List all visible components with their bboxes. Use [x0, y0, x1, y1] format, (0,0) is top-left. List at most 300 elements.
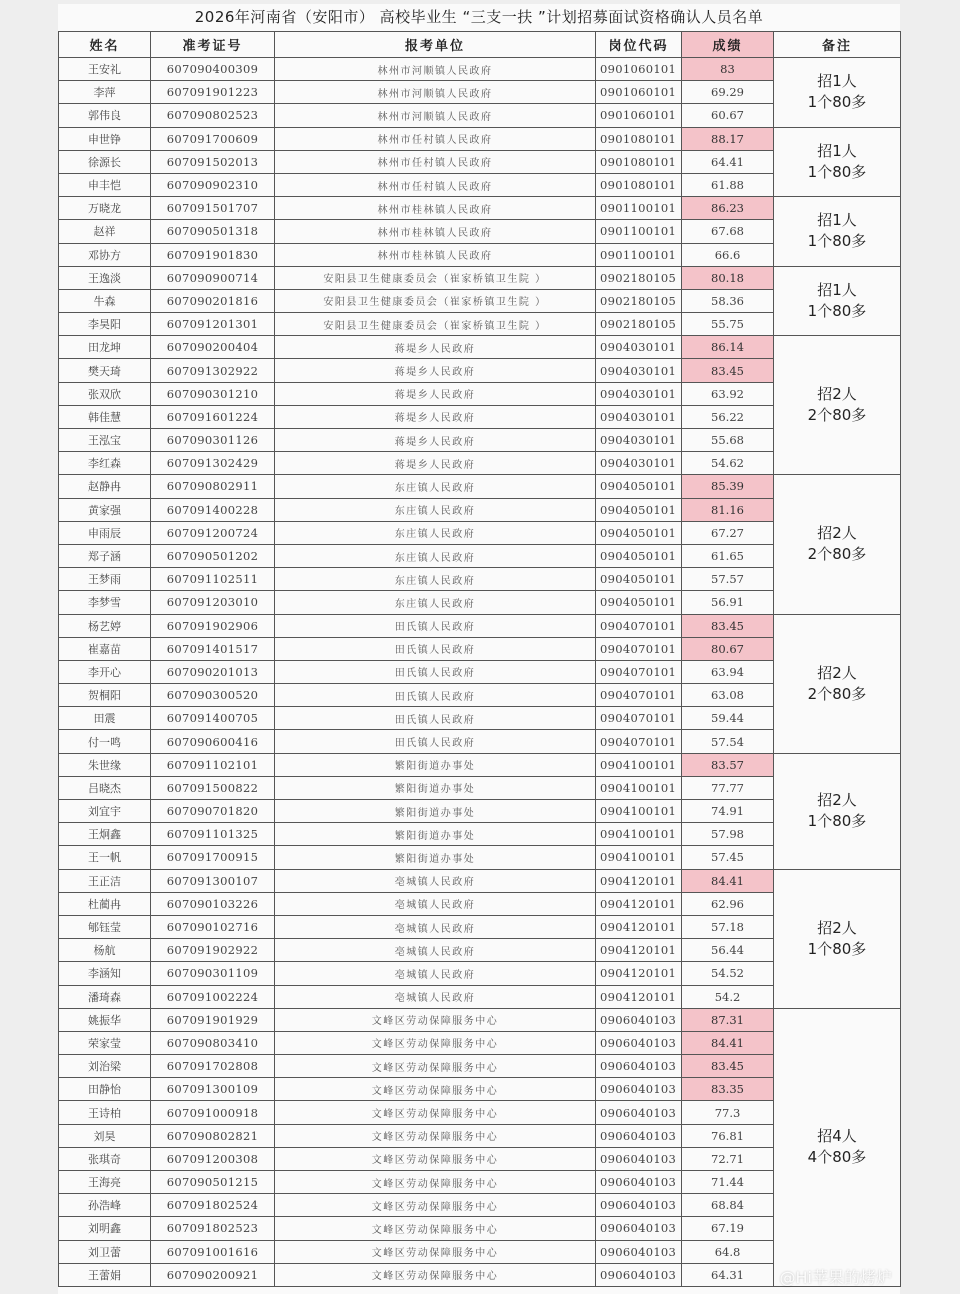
cell-exam-id: 607090802911	[151, 475, 275, 498]
cell-position-code: 0904100101	[596, 800, 682, 823]
cell-note	[774, 475, 901, 614]
cell-position-code: 0906040103	[596, 1217, 682, 1240]
cell-score: 83.45	[682, 359, 774, 382]
cell-unit: 田氏镇人民政府	[275, 637, 596, 660]
cell-name: 万晓龙	[59, 197, 151, 220]
cell-name: 刘明鑫	[59, 1217, 151, 1240]
cell-unit: 安阳县卫生健康委员会（崔家桥镇卫生院 ）	[275, 313, 596, 336]
cell-name: 王正洁	[59, 869, 151, 892]
cell-name: 王海亮	[59, 1171, 151, 1194]
cell-score: 83.45	[682, 1055, 774, 1078]
cell-exam-id: 607091401517	[151, 637, 275, 660]
cell-name: 王蕾娟	[59, 1263, 151, 1286]
cell-position-code: 0904120101	[596, 939, 682, 962]
cell-name: 潘琦森	[59, 985, 151, 1008]
cell-name: 赵祥	[59, 220, 151, 243]
cell-score: 86.23	[682, 197, 774, 220]
cell-score: 85.39	[682, 475, 774, 498]
cell-name: 杨艺婷	[59, 614, 151, 637]
cell-score: 84.41	[682, 869, 774, 892]
cell-position-code: 0906040103	[596, 1124, 682, 1147]
cell-name: 李昊阳	[59, 313, 151, 336]
cell-exam-id: 607091200724	[151, 521, 275, 544]
cell-score: 55.68	[682, 429, 774, 452]
cell-unit: 林州市河顺镇人民政府	[275, 81, 596, 104]
cell-unit: 蒋堤乡人民政府	[275, 405, 596, 428]
cell-position-code: 0906040103	[596, 1055, 682, 1078]
cell-unit: 安阳县卫生健康委员会（崔家桥镇卫生院 ）	[275, 289, 596, 312]
note-line: 招1人	[817, 72, 857, 91]
cell-position-code: 0904120101	[596, 962, 682, 985]
note-line: 招4人	[817, 1127, 857, 1146]
note-line: 1个80多	[807, 939, 867, 958]
cell-position-code: 0902180105	[596, 289, 682, 312]
cell-unit: 亳城镇人民政府	[275, 985, 596, 1008]
cell-score: 62.96	[682, 892, 774, 915]
cell-unit: 田氏镇人民政府	[275, 614, 596, 637]
cell-name: 徐源长	[59, 150, 151, 173]
cell-position-code: 0901060101	[596, 81, 682, 104]
table-row	[59, 869, 901, 892]
cell-unit: 东庄镇人民政府	[275, 475, 596, 498]
cell-score: 54.52	[682, 962, 774, 985]
cell-score: 57.57	[682, 568, 774, 591]
cell-unit: 东庄镇人民政府	[275, 544, 596, 567]
cell-exam-id: 607091901929	[151, 1008, 275, 1031]
cell-position-code: 0904050101	[596, 568, 682, 591]
cell-position-code: 0901100101	[596, 197, 682, 220]
cell-position-code: 0904070101	[596, 660, 682, 683]
cell-unit: 蒋堤乡人民政府	[275, 452, 596, 475]
cell-exam-id: 607091102511	[151, 568, 275, 591]
cell-position-code: 0904030101	[596, 452, 682, 475]
cell-exam-id: 607091203010	[151, 591, 275, 614]
note-line: 2个80多	[807, 545, 867, 564]
cell-position-code: 0901060101	[596, 104, 682, 127]
note-line: 招2人	[817, 524, 857, 543]
cell-exam-id: 607091501707	[151, 197, 275, 220]
cell-unit: 蒋堤乡人民政府	[275, 359, 596, 382]
cell-score: 64.41	[682, 150, 774, 173]
cell-score: 57.45	[682, 846, 774, 869]
note-line: 1个80多	[807, 301, 867, 320]
cell-unit: 文峰区劳动保障服务中心	[275, 1171, 596, 1194]
cell-name: 吕晓杰	[59, 776, 151, 799]
cell-score: 80.67	[682, 637, 774, 660]
cell-exam-id: 607090902310	[151, 173, 275, 196]
cell-note	[774, 614, 901, 753]
cell-exam-id: 607090802821	[151, 1124, 275, 1147]
cell-score: 54.2	[682, 985, 774, 1008]
cell-position-code: 0902180105	[596, 313, 682, 336]
cell-position-code: 0904050101	[596, 498, 682, 521]
cell-note	[774, 869, 901, 1008]
cell-name: 李涵知	[59, 962, 151, 985]
cell-position-code: 0904030101	[596, 382, 682, 405]
cell-position-code: 0906040103	[596, 1263, 682, 1286]
cell-score: 72.71	[682, 1147, 774, 1170]
cell-score: 86.14	[682, 336, 774, 359]
cell-score: 67.68	[682, 220, 774, 243]
cell-name: 刘治梁	[59, 1055, 151, 1078]
cell-position-code: 0904100101	[596, 753, 682, 776]
cell-name: 荣家莹	[59, 1031, 151, 1054]
table-row	[59, 475, 901, 498]
cell-unit: 亳城镇人民政府	[275, 892, 596, 915]
cell-name: 李开心	[59, 660, 151, 683]
cell-unit: 林州市河顺镇人民政府	[275, 58, 596, 81]
cell-position-code: 0901060101	[596, 58, 682, 81]
cell-unit: 田氏镇人民政府	[275, 660, 596, 683]
cell-exam-id: 607090400309	[151, 58, 275, 81]
cell-score: 61.88	[682, 173, 774, 196]
cell-name: 牛森	[59, 289, 151, 312]
cell-exam-id: 607091300109	[151, 1078, 275, 1101]
cell-score: 80.18	[682, 266, 774, 289]
cell-unit: 安阳县卫生健康委员会（崔家桥镇卫生院 ）	[275, 266, 596, 289]
cell-exam-id: 607091101325	[151, 823, 275, 846]
cell-unit: 文峰区劳动保障服务中心	[275, 1101, 596, 1124]
cell-exam-id: 607091302922	[151, 359, 275, 382]
cell-position-code: 0906040103	[596, 1171, 682, 1194]
cell-unit: 文峰区劳动保障服务中心	[275, 1263, 596, 1286]
note-line: 招1人	[817, 211, 857, 230]
cell-position-code: 0904120101	[596, 869, 682, 892]
cell-position-code: 0904120101	[596, 985, 682, 1008]
cell-exam-id: 607091102101	[151, 753, 275, 776]
cell-exam-id: 607090301109	[151, 962, 275, 985]
cell-unit: 文峰区劳动保障服务中心	[275, 1194, 596, 1217]
cell-score: 67.27	[682, 521, 774, 544]
cell-note	[774, 127, 901, 197]
cell-exam-id: 607090900714	[151, 266, 275, 289]
cell-exam-id: 607091001616	[151, 1240, 275, 1263]
cell-name: 王安礼	[59, 58, 151, 81]
cell-position-code: 0904050101	[596, 475, 682, 498]
cell-name: 孙浩峰	[59, 1194, 151, 1217]
cell-unit: 蒋堤乡人民政府	[275, 336, 596, 359]
cell-unit: 文峰区劳动保障服务中心	[275, 1124, 596, 1147]
cell-position-code: 0904030101	[596, 429, 682, 452]
cell-note	[774, 1008, 901, 1286]
cell-name: 申丰恺	[59, 173, 151, 196]
table-row	[59, 753, 901, 776]
cell-unit: 田氏镇人民政府	[275, 707, 596, 730]
cell-unit: 文峰区劳动保障服务中心	[275, 1217, 596, 1240]
cell-score: 83.57	[682, 753, 774, 776]
cell-position-code: 0901080101	[596, 127, 682, 150]
cell-unit: 亳城镇人民政府	[275, 915, 596, 938]
cell-exam-id: 607091400705	[151, 707, 275, 730]
cell-position-code: 0904030101	[596, 336, 682, 359]
cell-name: 申世铮	[59, 127, 151, 150]
cell-unit: 繁阳街道办事处	[275, 823, 596, 846]
cell-score: 57.54	[682, 730, 774, 753]
cell-unit: 东庄镇人民政府	[275, 521, 596, 544]
cell-position-code: 0904070101	[596, 707, 682, 730]
cell-unit: 田氏镇人民政府	[275, 684, 596, 707]
table-row	[59, 614, 901, 637]
cell-exam-id: 607091901830	[151, 243, 275, 266]
cell-note	[774, 58, 901, 128]
cell-unit: 文峰区劳动保障服务中心	[275, 1031, 596, 1054]
cell-exam-id: 607090103226	[151, 892, 275, 915]
cell-score: 74.91	[682, 800, 774, 823]
table-row	[59, 336, 901, 359]
cell-exam-id: 607090501202	[151, 544, 275, 567]
cell-unit: 蒋堤乡人民政府	[275, 429, 596, 452]
cell-name: 朱世缘	[59, 753, 151, 776]
cell-name: 王炯鑫	[59, 823, 151, 846]
cell-exam-id: 607090200921	[151, 1263, 275, 1286]
cell-exam-id: 607090102716	[151, 915, 275, 938]
cell-score: 83.35	[682, 1078, 774, 1101]
note-line: 4个80多	[807, 1148, 867, 1167]
cell-score: 81.16	[682, 498, 774, 521]
cell-score: 54.62	[682, 452, 774, 475]
cell-unit: 东庄镇人民政府	[275, 591, 596, 614]
cell-name: 李红森	[59, 452, 151, 475]
cell-name: 王梦雨	[59, 568, 151, 591]
table-row	[59, 127, 901, 150]
cell-score: 63.08	[682, 684, 774, 707]
cell-position-code: 0904050101	[596, 591, 682, 614]
cell-exam-id: 607090301210	[151, 382, 275, 405]
candidate-table	[58, 31, 901, 1287]
cell-exam-id: 607091200308	[151, 1147, 275, 1170]
cell-name: 郇钰莹	[59, 915, 151, 938]
cell-score: 83.45	[682, 614, 774, 637]
cell-name: 崔嘉苗	[59, 637, 151, 660]
cell-name: 田震	[59, 707, 151, 730]
note-line: 招2人	[817, 791, 857, 810]
cell-exam-id: 607090200404	[151, 336, 275, 359]
cell-unit: 林州市河顺镇人民政府	[275, 104, 596, 127]
cell-unit: 文峰区劳动保障服务中心	[275, 1078, 596, 1101]
cell-exam-id: 607090802523	[151, 104, 275, 127]
cell-name: 黄家强	[59, 498, 151, 521]
cell-score: 56.22	[682, 405, 774, 428]
cell-score: 69.29	[682, 81, 774, 104]
table-row	[59, 266, 901, 289]
cell-score: 57.98	[682, 823, 774, 846]
document-page	[58, 4, 900, 1294]
cell-position-code: 0906040103	[596, 1194, 682, 1217]
cell-score: 59.44	[682, 707, 774, 730]
cell-exam-id: 607090501215	[151, 1171, 275, 1194]
cell-name: 申雨辰	[59, 521, 151, 544]
cell-name: 贺桐阳	[59, 684, 151, 707]
cell-position-code: 0901080101	[596, 150, 682, 173]
cell-unit: 文峰区劳动保障服务中心	[275, 1240, 596, 1263]
header-exam-id: 准考证号	[151, 32, 275, 58]
note-line: 1个80多	[807, 162, 867, 181]
cell-position-code: 0904050101	[596, 521, 682, 544]
cell-exam-id: 607090301126	[151, 429, 275, 452]
cell-score: 67.19	[682, 1217, 774, 1240]
cell-position-code: 0904070101	[596, 684, 682, 707]
note-line: 招1人	[817, 280, 857, 299]
header-row	[59, 32, 901, 58]
cell-exam-id: 607091802524	[151, 1194, 275, 1217]
cell-score: 66.6	[682, 243, 774, 266]
cell-name: 杜蔺冉	[59, 892, 151, 915]
cell-position-code: 0906040103	[596, 1078, 682, 1101]
cell-exam-id: 607091300107	[151, 869, 275, 892]
cell-score: 64.31	[682, 1263, 774, 1286]
cell-score: 64.8	[682, 1240, 774, 1263]
cell-exam-id: 607090300520	[151, 684, 275, 707]
cell-unit: 亳城镇人民政府	[275, 869, 596, 892]
cell-score: 77.3	[682, 1101, 774, 1124]
cell-unit: 文峰区劳动保障服务中心	[275, 1008, 596, 1031]
note-line: 2个80多	[807, 684, 867, 703]
cell-unit: 蒋堤乡人民政府	[275, 382, 596, 405]
cell-name: 李梦雪	[59, 591, 151, 614]
cell-name: 刘昊	[59, 1124, 151, 1147]
header-note: 备注	[774, 32, 901, 58]
cell-exam-id: 607091802523	[151, 1217, 275, 1240]
cell-exam-id: 607090701820	[151, 800, 275, 823]
header-position-code: 岗位代码	[596, 32, 682, 58]
cell-unit: 林州市桂林镇人民政府	[275, 220, 596, 243]
cell-name: 赵静冉	[59, 475, 151, 498]
cell-position-code: 0906040103	[596, 1031, 682, 1054]
cell-score: 83	[682, 58, 774, 81]
cell-position-code: 0904120101	[596, 892, 682, 915]
cell-unit: 繁阳街道办事处	[275, 800, 596, 823]
cell-position-code: 0906040103	[596, 1101, 682, 1124]
cell-unit: 田氏镇人民政府	[275, 730, 596, 753]
table-row	[59, 197, 901, 220]
note-line: 招2人	[817, 663, 857, 682]
cell-position-code: 0904100101	[596, 846, 682, 869]
cell-exam-id: 607091902922	[151, 939, 275, 962]
cell-name: 付一鸣	[59, 730, 151, 753]
document-title: 2026年河南省（安阳市） 高校毕业生 “三支一扶 ”计划招募面试资格确认人员名单	[194, 8, 764, 26]
cell-exam-id: 607091700609	[151, 127, 275, 150]
cell-name: 张双欣	[59, 382, 151, 405]
cell-unit: 东庄镇人民政府	[275, 498, 596, 521]
cell-unit: 繁阳街道办事处	[275, 753, 596, 776]
table-row	[59, 1008, 901, 1031]
note-line: 1个80多	[807, 232, 867, 251]
cell-score: 88.17	[682, 127, 774, 150]
cell-unit: 林州市桂林镇人民政府	[275, 197, 596, 220]
cell-unit: 林州市桂林镇人民政府	[275, 243, 596, 266]
cell-position-code: 0901100101	[596, 243, 682, 266]
cell-position-code: 0904050101	[596, 544, 682, 567]
cell-position-code: 0904030101	[596, 405, 682, 428]
cell-name: 王逸淡	[59, 266, 151, 289]
cell-exam-id: 607091000918	[151, 1101, 275, 1124]
cell-name: 韩佳慧	[59, 405, 151, 428]
cell-position-code: 0901080101	[596, 173, 682, 196]
cell-exam-id: 607091400228	[151, 498, 275, 521]
note-line: 1个80多	[807, 812, 867, 831]
cell-exam-id: 607091502013	[151, 150, 275, 173]
cell-score: 87.31	[682, 1008, 774, 1031]
cell-position-code: 0904100101	[596, 823, 682, 846]
table-body	[59, 58, 901, 1287]
header-name: 姓名	[59, 32, 151, 58]
cell-exam-id: 607091601224	[151, 405, 275, 428]
cell-position-code: 0904100101	[596, 776, 682, 799]
cell-score: 63.92	[682, 382, 774, 405]
cell-position-code: 0904120101	[596, 915, 682, 938]
cell-position-code: 0904070101	[596, 614, 682, 637]
cell-note	[774, 753, 901, 869]
cell-unit: 东庄镇人民政府	[275, 568, 596, 591]
cell-score: 63.94	[682, 660, 774, 683]
cell-name: 田龙坤	[59, 336, 151, 359]
cell-name: 张琪奇	[59, 1147, 151, 1170]
cell-exam-id: 607091901223	[151, 81, 275, 104]
cell-name: 李萍	[59, 81, 151, 104]
note-line: 招2人	[817, 385, 857, 404]
cell-score: 61.65	[682, 544, 774, 567]
cell-unit: 林州市任村镇人民政府	[275, 150, 596, 173]
cell-name: 郑子涵	[59, 544, 151, 567]
cell-unit: 亳城镇人民政府	[275, 962, 596, 985]
cell-score: 56.44	[682, 939, 774, 962]
note-line: 2个80多	[807, 406, 867, 425]
header-unit: 报考单位	[275, 32, 596, 58]
cell-name: 田静怡	[59, 1078, 151, 1101]
cell-exam-id: 607091302429	[151, 452, 275, 475]
cell-exam-id: 607091201301	[151, 313, 275, 336]
cell-unit: 林州市任村镇人民政府	[275, 173, 596, 196]
cell-position-code: 0906040103	[596, 1147, 682, 1170]
cell-name: 刘卫蕾	[59, 1240, 151, 1263]
cell-score: 57.18	[682, 915, 774, 938]
note-line: 1个80多	[807, 93, 867, 112]
cell-name: 郭伟良	[59, 104, 151, 127]
cell-unit: 繁阳街道办事处	[275, 776, 596, 799]
watermark: @Hi苹果的烤炉	[779, 1268, 892, 1287]
cell-score: 84.41	[682, 1031, 774, 1054]
cell-position-code: 0901100101	[596, 220, 682, 243]
cell-exam-id: 607091902906	[151, 614, 275, 637]
cell-name: 王一帆	[59, 846, 151, 869]
cell-exam-id: 607091702808	[151, 1055, 275, 1078]
cell-name: 杨航	[59, 939, 151, 962]
cell-score: 56.91	[682, 591, 774, 614]
cell-exam-id: 607091500822	[151, 776, 275, 799]
cell-position-code: 0904070101	[596, 730, 682, 753]
header-score: 成绩	[682, 32, 774, 58]
cell-score: 77.77	[682, 776, 774, 799]
cell-score: 60.67	[682, 104, 774, 127]
cell-name: 姚振华	[59, 1008, 151, 1031]
cell-unit: 亳城镇人民政府	[275, 939, 596, 962]
cell-score: 68.84	[682, 1194, 774, 1217]
cell-position-code: 0906040103	[596, 1240, 682, 1263]
cell-unit: 繁阳街道办事处	[275, 846, 596, 869]
cell-name: 刘宜宇	[59, 800, 151, 823]
cell-exam-id: 607090201013	[151, 660, 275, 683]
cell-exam-id: 607090201816	[151, 289, 275, 312]
cell-exam-id: 607090803410	[151, 1031, 275, 1054]
note-line: 招2人	[817, 918, 857, 937]
cell-name: 邓协方	[59, 243, 151, 266]
cell-note	[774, 336, 901, 475]
cell-name: 王诗柏	[59, 1101, 151, 1124]
cell-position-code: 0902180105	[596, 266, 682, 289]
cell-position-code: 0904030101	[596, 359, 682, 382]
cell-unit: 林州市任村镇人民政府	[275, 127, 596, 150]
cell-score: 76.81	[682, 1124, 774, 1147]
